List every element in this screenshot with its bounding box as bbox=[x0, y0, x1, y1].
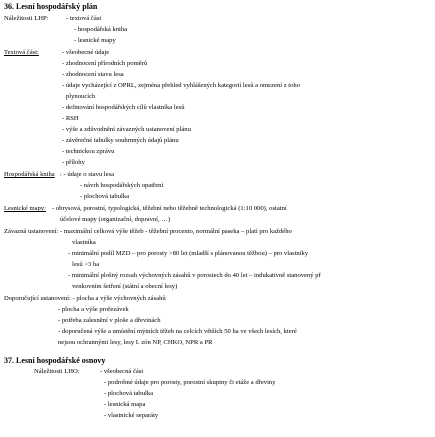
zavazna-line: venkovním šetření (státní a obecní lesy) bbox=[72, 283, 178, 290]
kniha-item: - plochová tabulka bbox=[80, 193, 130, 200]
lhp-label: Náležitosti LHP: bbox=[4, 15, 49, 22]
doporucujici-line: - doporučená výše a umístění mýtních těžeb na celcích větších 50 ha ve všech lesích, které bbox=[58, 328, 297, 335]
textova-item-continuation: plynoucích bbox=[66, 93, 96, 100]
doporucujici-line: - plocha a výše prořezávek bbox=[58, 306, 129, 313]
textova-item: - všeobecné údaje bbox=[62, 49, 110, 56]
zavazna-line: vlastníka bbox=[72, 239, 96, 246]
section-37-title: 37. Lesní hospodářské osnovy bbox=[4, 356, 106, 365]
textova-item: - přílohy bbox=[62, 159, 85, 166]
mapy-line: - obrysová, porostní, typologická, těžební nebo těžebně technologická (1:10 000), ostatní bbox=[52, 205, 287, 212]
lho-item: - všeobecná část bbox=[100, 368, 144, 375]
zavazna-line: - minimální podíl MZD – pro porosty >80 let (mladší s plánovanou těžbou) – pro vlastníky bbox=[68, 250, 309, 257]
kniha-item: - návrh hospodářských opatření bbox=[80, 182, 164, 189]
zavazna-line: lesů >3 ha bbox=[72, 261, 100, 268]
kniha-item: : - údaje o stavu lesa bbox=[60, 171, 115, 178]
lhp-item: - lesnické mapy bbox=[74, 37, 116, 44]
zavazna-line: - minimální plošný rozsah výchovných zásahů v porostech do 40 let – indukativně stanovený př bbox=[68, 272, 321, 279]
textova-item: - zhodnocení přírodních poměrů bbox=[62, 60, 148, 67]
textova-item: - závěrečné tabulky souhrnných údajů plánu bbox=[62, 137, 179, 144]
lho-item: - podrobné údaje pro porosty, porostní skupiny či etáže a dřeviny bbox=[104, 379, 276, 386]
textova-item: - technickou zprávu bbox=[62, 148, 115, 155]
lho-label: Náležitosti LHO: bbox=[34, 368, 80, 375]
hospodarska-kniha-label: Hospodářská kniha bbox=[4, 171, 55, 178]
section-36-title: 36. Lesní hospodářský plán bbox=[4, 2, 98, 11]
lesnicke-mapy-label: Lesnické mapy: bbox=[4, 205, 46, 212]
doporucujici-line: - potřeba zalesnění v ploše a dřevinách bbox=[58, 317, 161, 324]
textova-item: - výše a zdůvodnění závazných ustanovení plánu bbox=[62, 126, 191, 133]
textova-item: - zhodnocení stavu lesa bbox=[62, 71, 124, 78]
lho-item: - vlastnické separáty bbox=[104, 412, 159, 419]
mapy-line: účelové mapy (organizační, dopravní, …) bbox=[60, 216, 171, 223]
zavazna-line: Závazná ustanovení: - maximální celková výše těžeb - těžební procento, normální paseka – platí pro každého bbox=[4, 228, 292, 235]
lho-item: - plochová tabulka bbox=[104, 390, 154, 397]
textova-item: - údaje vycházející z OPRL, zejména přehled vyhlášených kategorií lesů a omezení z toho bbox=[62, 82, 301, 89]
lho-item: - lesnická mapa bbox=[104, 401, 146, 408]
doporucujici-line: nejsou ochrannými lesy, lesy I. zón NP, CHKO, NPR a PR bbox=[58, 339, 213, 346]
textova-cast-label: Textová část: bbox=[4, 49, 39, 56]
lhp-item: - textová část bbox=[66, 15, 102, 22]
textova-item: - RSH bbox=[62, 115, 79, 122]
textova-item: - definování hospodářských cílů vlastníka lesů bbox=[62, 104, 185, 111]
lhp-item: - hospodářská kniha bbox=[74, 26, 128, 33]
doporucujici-line: Doporučující ustanovení: - plocha a výše výchovných zásahů bbox=[4, 295, 166, 302]
